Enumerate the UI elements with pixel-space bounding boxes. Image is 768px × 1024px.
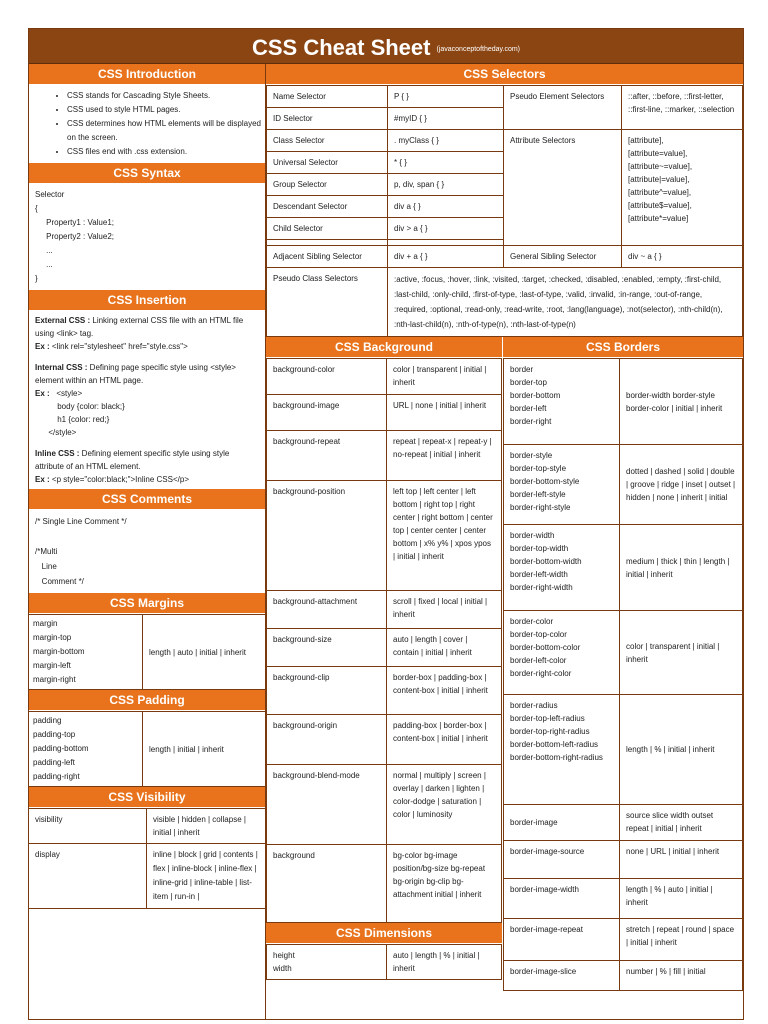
dimensions-header: CSS Dimensions: [266, 923, 502, 944]
padding-header: CSS Padding: [29, 690, 265, 711]
border-image-width-values: length | % | auto | initial | inherit: [620, 879, 743, 919]
border-color-values: color | transparent | initial | inherit: [620, 611, 743, 695]
borders-table: [503, 358, 743, 991]
visibility-table: [29, 808, 265, 909]
border-width-props: border-width border-top-width border-bottom-width border-left-width border-right-width: [504, 525, 620, 611]
bg-values: repeat | repeat-x | repeat-y | no-repeat | initial | inherit: [387, 431, 502, 481]
selector-name: Child Selector: [267, 218, 388, 240]
bg-prop: background-color: [267, 359, 387, 395]
border-width-values: medium | thick | thin | length | initial | inherit: [620, 525, 743, 611]
borders-section: [503, 337, 743, 991]
selector-name: Group Selector: [267, 174, 388, 196]
margin-values: length | auto | initial | inherit: [143, 615, 266, 690]
bg-values: normal | multiply | screen | overlay | darken | lighten | color-dodge | saturation | color | luminosity: [387, 765, 502, 845]
inline-css-example: Ex : <p style="color:black;">Inline CSS</p>: [35, 475, 189, 484]
bg-prop: background-size: [267, 629, 387, 667]
border-image-source-values: none | URL | initial | inherit: [620, 841, 743, 879]
border-image-width-prop: border-image-width: [504, 879, 620, 919]
margins-header: CSS Margins: [29, 593, 265, 614]
comments-text: /* Single Line Comment */ /*Multi Line Comment */: [35, 517, 127, 586]
selector-syntax: P { }: [388, 86, 504, 108]
dimension-values: auto | length | % | initial | inherit: [387, 945, 502, 980]
border-color-props: border-color border-top-color border-bottom-color border-left-color border-right-color: [504, 611, 620, 695]
selector-syntax: . myClass { }: [388, 130, 504, 152]
selector-syntax: div a { }: [388, 196, 504, 218]
border-image-values: source slice width outset repeat | initial | inherit: [620, 805, 743, 841]
bg-prop: background-blend-mode: [267, 765, 387, 845]
insertion-header: CSS Insertion: [29, 290, 265, 311]
bg-values: border-box | padding-box | content-box | initial | inherit: [387, 667, 502, 715]
bg-values: padding-box | border-box | content-box | initial | inherit: [387, 715, 502, 765]
selector-syntax: div > a { }: [388, 218, 504, 240]
display-values: inline | block | grid | contents | flex | inline-block | inline-flex | inline-grid | inline-table | list-item | run-in |: [147, 844, 266, 909]
attribute-selectors-label: Attribute Selectors: [504, 130, 622, 246]
page-subtitle: (javaconceptoftheday.com): [436, 46, 521, 53]
insertion-body: [29, 311, 265, 489]
bg-values: left top | left center | left bottom | right top | right center | right bottom | center top | center center | center bottom | x% y% | xpos ypos | initial | inherit: [387, 481, 502, 591]
border-radius-props: border-radius border-top-left-radius border-top-right-radius border-bottom-left-radius border-bottom-right-radius: [504, 695, 620, 805]
syntax-header: CSS Syntax: [29, 163, 265, 184]
border-image-repeat-values: stretch | repeat | round | space | initial | inherit: [620, 919, 743, 961]
margin-props: margin margin-top margin-bottom margin-left margin-right: [29, 615, 143, 690]
inline-css-desc: Inline CSS : Defining element specific style using style attribute of an HTML element.: [35, 449, 230, 471]
background-table: [266, 358, 502, 923]
border-style-values: dotted | dashed | solid | double | groove | ridge | inset | outset | hidden | none | inherit | initial: [620, 445, 743, 525]
bg-prop: background-attachment: [267, 591, 387, 629]
border-image-prop: border-image: [504, 805, 620, 841]
border-radius-values: length | % | initial | inherit: [620, 695, 743, 805]
external-css-desc: External CSS : Linking external CSS file with an HTML file using <link> tag.: [35, 316, 244, 338]
general-sibling-value: div ~ a { }: [622, 246, 743, 268]
display-prop: display: [29, 844, 147, 909]
selector-syntax: p, div, span { }: [388, 174, 504, 196]
bg-prop: background-repeat: [267, 431, 387, 481]
bg-values: scroll | fixed | local | initial | inherit: [387, 591, 502, 629]
selectors-header: CSS Selectors: [266, 64, 743, 85]
bg-prop: background-origin: [267, 715, 387, 765]
left-column: [29, 64, 266, 1019]
visibility-values: visible | hidden | collapse | initial | inherit: [147, 809, 266, 844]
selector-syntax: div + a { }: [388, 246, 504, 268]
pseudo-class-label: Pseudo Class Selectors: [267, 268, 388, 337]
external-css-example: Ex : <link rel="stylesheet" href="style.css">: [35, 342, 188, 351]
bg-prop: background-image: [267, 395, 387, 431]
border-image-slice-prop: border-image-slice: [504, 961, 620, 991]
internal-css-desc: Internal CSS : Defining page specific style using <style> element within an HTML page.: [35, 363, 236, 385]
selector-name: ID Selector: [267, 108, 388, 130]
selectors-table: [266, 85, 743, 337]
bg-values: bg-color bg-image position/bg-size bg-repeat bg-origin bg-clip bg-attachment initial | inherit: [387, 845, 502, 923]
selector-name: Descendant Selector: [267, 196, 388, 218]
bg-prop: background-position: [267, 481, 387, 591]
bg-values: color | transparent | initial | inherit: [387, 359, 502, 395]
visibility-header: CSS Visibility: [29, 787, 265, 808]
intro-item: • CSS files end with .css extension.: [67, 145, 265, 159]
padding-props: padding padding-top padding-bottom padding-left padding-right: [29, 712, 143, 787]
right-column: [266, 64, 743, 1019]
comments-header: CSS Comments: [29, 489, 265, 510]
pseudo-element-label: Pseudo Element Selectors: [504, 86, 622, 130]
cheat-sheet: [28, 28, 744, 1020]
border-image-repeat-prop: border-image-repeat: [504, 919, 620, 961]
intro-item: • CSS stands for Cascading Style Sheets.: [67, 89, 265, 103]
padding-table: [29, 711, 265, 787]
border-values: border-width border-style border-color | initial | inherit: [620, 359, 743, 445]
selector-name: Adjacent Sibling Selector: [267, 246, 388, 268]
attribute-selectors-value: [attribute], [attribute=value], [attribute~=value], [attribute|=value], [attribute^=value], [attribute$=value], [attribute*=value]: [622, 130, 743, 246]
visibility-prop: visibility: [29, 809, 147, 844]
selector-syntax: #myID { }: [388, 108, 504, 130]
internal-css-example: Ex : <style> body {color: black;} h1 {color: red;} </style>: [35, 389, 125, 437]
syntax-text: Selector { Property1 : Value1; Property2 : Value2; ... ... }: [35, 190, 115, 283]
border-image-source-prop: border-image-source: [504, 841, 620, 879]
banner: [29, 29, 743, 64]
intro-header: CSS Introduction: [29, 64, 265, 85]
borders-header: CSS Borders: [503, 337, 743, 358]
dimension-props: height width: [267, 945, 387, 980]
padding-values: length | initial | inherit: [143, 712, 266, 787]
intro-list: [29, 85, 265, 163]
background-header: CSS Background: [266, 337, 502, 358]
bg-values: URL | none | initial | inherit: [387, 395, 502, 431]
pseudo-element-value: ::after, ::before, ::first-letter, ::first-line, ::marker, ::selection: [622, 86, 743, 130]
selector-name: Class Selector: [267, 130, 388, 152]
border-props: border border-top border-bottom border-left border-right: [504, 359, 620, 445]
border-image-slice-values: number | % | fill | initial: [620, 961, 743, 991]
pseudo-class-value: :active, :focus, :hover, :link, :visited, :target, :checked, :disabled, :enabled, :empty, :first-child, :last-child, :only-child, :first-of-type, :last-of-type, :valid, :invalid, :in-range, :out-of-range, :required, :optional, :read-only, :read-write, :root, :lang(language), :not(selector), :nth-child(n), :nth-last-child(n), :nth-of-type(n), :nth-last-of-type(n): [388, 268, 743, 337]
selector-name: Name Selector: [267, 86, 388, 108]
border-style-props: border-style border-top-style border-bottom-style border-left-style border-right-style: [504, 445, 620, 525]
bg-values: auto | length | cover | contain | initial | inherit: [387, 629, 502, 667]
margins-table: [29, 614, 265, 690]
page-title: CSS Cheat Sheet: [251, 35, 431, 60]
dimensions-table: [266, 944, 502, 980]
intro-item: • CSS determines how HTML elements will be displayed on the screen.: [67, 117, 265, 145]
selector-syntax: * { }: [388, 152, 504, 174]
selector-name: Universal Selector: [267, 152, 388, 174]
bg-prop: background-clip: [267, 667, 387, 715]
general-sibling-label: General Sibling Selector: [504, 246, 622, 268]
intro-item: • CSS used to style HTML pages.: [67, 103, 265, 117]
bg-prop: background: [267, 845, 387, 923]
background-section: [266, 337, 502, 980]
